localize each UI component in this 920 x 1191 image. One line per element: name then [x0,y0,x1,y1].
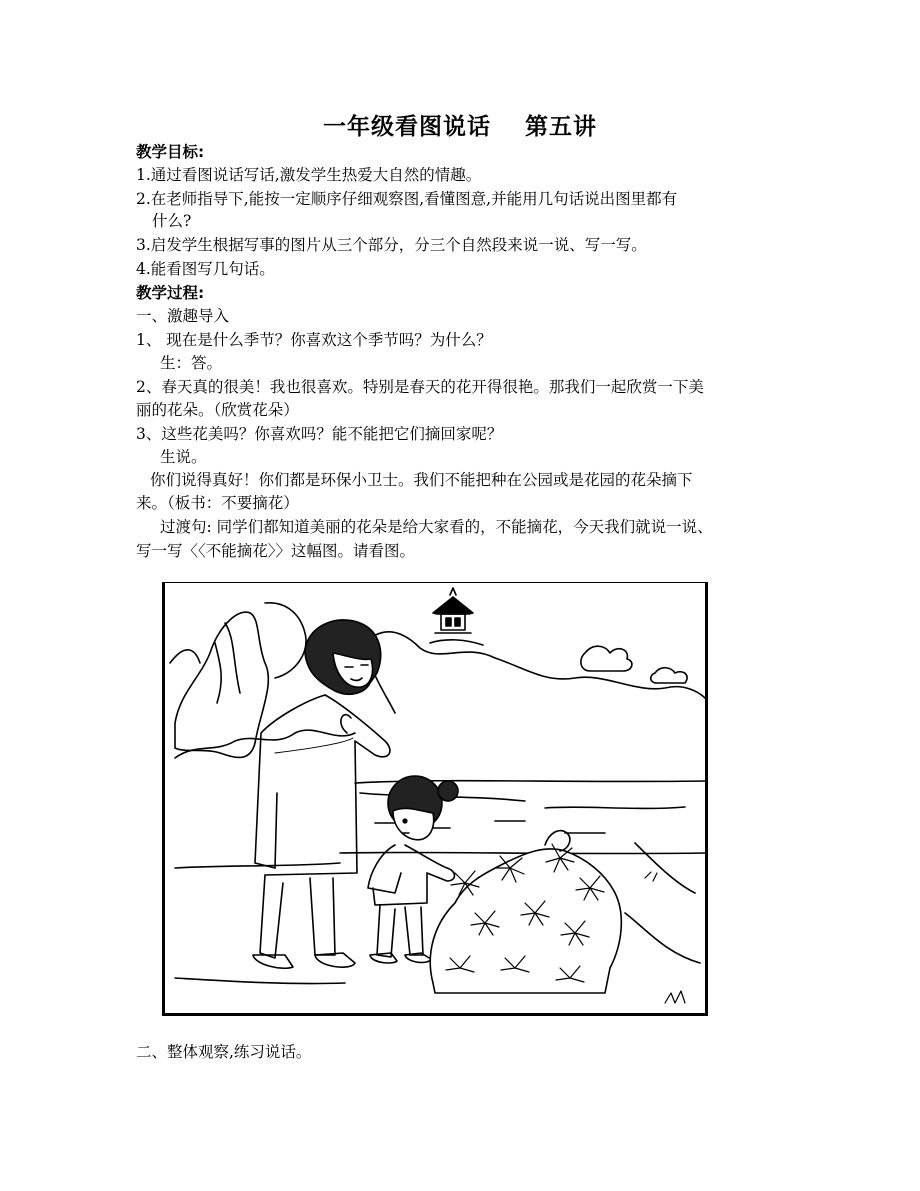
goal-item-2-cont: 什么? [152,212,192,230]
process-line-1: 1、 现在是什么季节？你喜欢这个季节吗？为什么？ [136,331,492,349]
process-line-5: 3、这些花美吗？你喜欢吗？能不能把它们摘回家呢？ [136,425,503,443]
pavilion-icon [430,588,483,645]
goal-item-1: 1.通过看图说话写话,激发学生热爱大自然的情趣。 [136,166,482,184]
goal-item-2: 2.在老师指导下,能按一定顺序仔细观察图,看懂图意,并能用几句话说出图里都有 [136,190,678,208]
process-line-4: 丽的花朵。（欣赏花朵） [136,401,299,419]
process-line-2: 生：答。 [160,354,223,372]
park-illustration [165,583,705,1013]
illustration-frame [162,582,708,1016]
process-line-9: 过渡句: 同学们都知道美丽的花朵是给大家看的，不能摘花，今天我们就说一说、 [160,518,713,536]
process-line-3: 2、春天真的很美！我也很喜欢。特别是春天的花开得很艳。那我们一起欣赏一下美 [136,378,704,396]
process-line-8: 来。（板书：不要摘花） [136,494,299,512]
section-1-title: 一、激趣导入 [136,307,230,325]
goals-heading: 教学目标: [136,143,205,161]
goal-item-3: 3.启发学生根据写事的图片从三个部分，分三个自然段来说一说、写一写。 [136,236,647,254]
section-2-title: 二、整体观察,练习说话。 [136,1043,312,1061]
flower-bush [430,831,621,993]
goal-item-4: 4.能看图写几句话。 [136,260,275,278]
rock-formation [170,603,306,758]
process-line-6: 生说。 [160,448,207,466]
hedge [175,730,355,758]
title-lecture: 第五讲 [525,114,597,140]
title-main: 一年级看图说话 [323,114,491,140]
process-heading: 教学过程: [136,284,205,302]
process-line-7: 你们说得真好！你们都是环保小卫士。我们不能把种在公园或是花园的花朵摘下 [150,471,693,489]
process-line-10: 写一写〈〈不能摘花〉〉这幅图。请看图。 [136,542,416,560]
page-title [0,108,920,141]
tree-line [365,632,705,698]
